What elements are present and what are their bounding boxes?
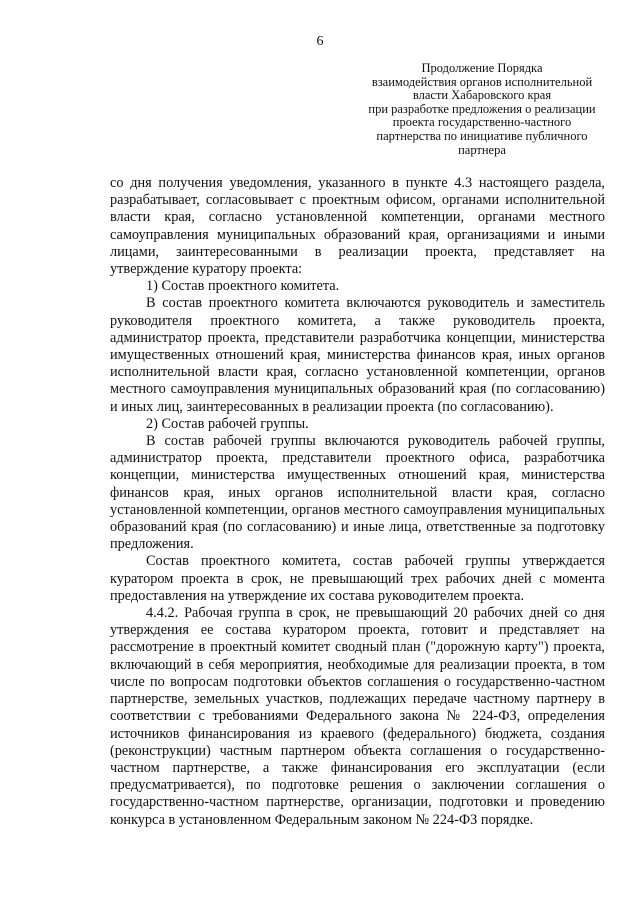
header-line: власти Хабаровского края (412, 88, 552, 103)
body-paragraph: 4.4.2. Рабочая группа в срок, не превышающий 20 рабочих дней со дня утверждения ее состава куратором проекта, готовит и представляет на рассмотрение в проектный комитет сводный план ("дорожную карту") проекта, включающий в себя мероприятия, необходимые для реализации проекта, в том числе по вопросам подготовки объектов соглашения о государственно-частном партнерстве, земельных участков, подлежащих передаче частному партнеру в соответствии с требованиями Федерального закона № 224-ФЗ, определения источников финансирования из краевого (федерального) бюджета, создания (реконструкции) частным партнером объекта соглашения о государственно-частном партнерстве, а также финансирования его эксплуатации (если предусматривается), по подготовке решения о заключении соглашения о государственно-частном партнерстве, организации, подготовки и проведению конкурса в установленном Федеральным законом № 224-ФЗ порядке. (110, 605, 605, 828)
page-number: 6 (316, 34, 324, 49)
body-paragraph: В состав рабочей группы включаются руководитель рабочей группы, администратор проекта, представители проектного офиса, разработчика концепции, министерства имущественных отношений края, министерства финансов края, иных органов исполнительной власти края, согласно установленной компетенции, органов местного самоуправления муниципальных образований края (по согласованию) и иные лица, ответственные за подготовку предложения. (110, 433, 605, 553)
header-line: взаимодействия органов исполнительной (371, 74, 593, 89)
header-line: партнерства по инициативе публичного (376, 128, 588, 143)
document-header (362, 62, 602, 157)
body-paragraph: со дня получения уведомления, указанного в пункте 4.3 настоящего раздела, разрабатывает, согласовывает с проектным офисом, органами исполнительной власти края, согласно установленной компетенции, органами местного самоуправления муниципальных образований края, организациями и иными лицами, заинтересованными в реализации проекта, представляет на утверждение куратору проекта: (110, 175, 605, 278)
header-line: проекта государственно-частного (392, 115, 572, 130)
header-line: Продолжение Порядка (421, 61, 543, 75)
body-paragraph: Состав проектного комитета, состав рабочей группы утверждается куратором проекта в срок, не превышающий трех рабочих дней с момента предоставления на утверждение их состава руководителем проекта. (110, 553, 605, 604)
header-line: при разработке предложения о реализации (368, 101, 596, 116)
header-line: партнера (458, 142, 506, 157)
body-paragraph: 1) Состав проектного комитета. (146, 278, 340, 295)
document-body (110, 175, 605, 829)
body-paragraph: В состав проектного комитета включаются руководитель и заместитель руководителя проектного комитета, а также руководитель проекта, администратор проекта, представители разработчика концепции, министерства имущественных отношений края, министерства финансов края, иных органов исполнительной власти края, согласно установленной компетенции, органов местного самоуправления муниципальных образований края (по согласованию) и иных лиц, заинтересованных в реализации проекта (по согласованию). (110, 295, 605, 415)
body-paragraph: 2) Состав рабочей группы. (146, 415, 309, 432)
